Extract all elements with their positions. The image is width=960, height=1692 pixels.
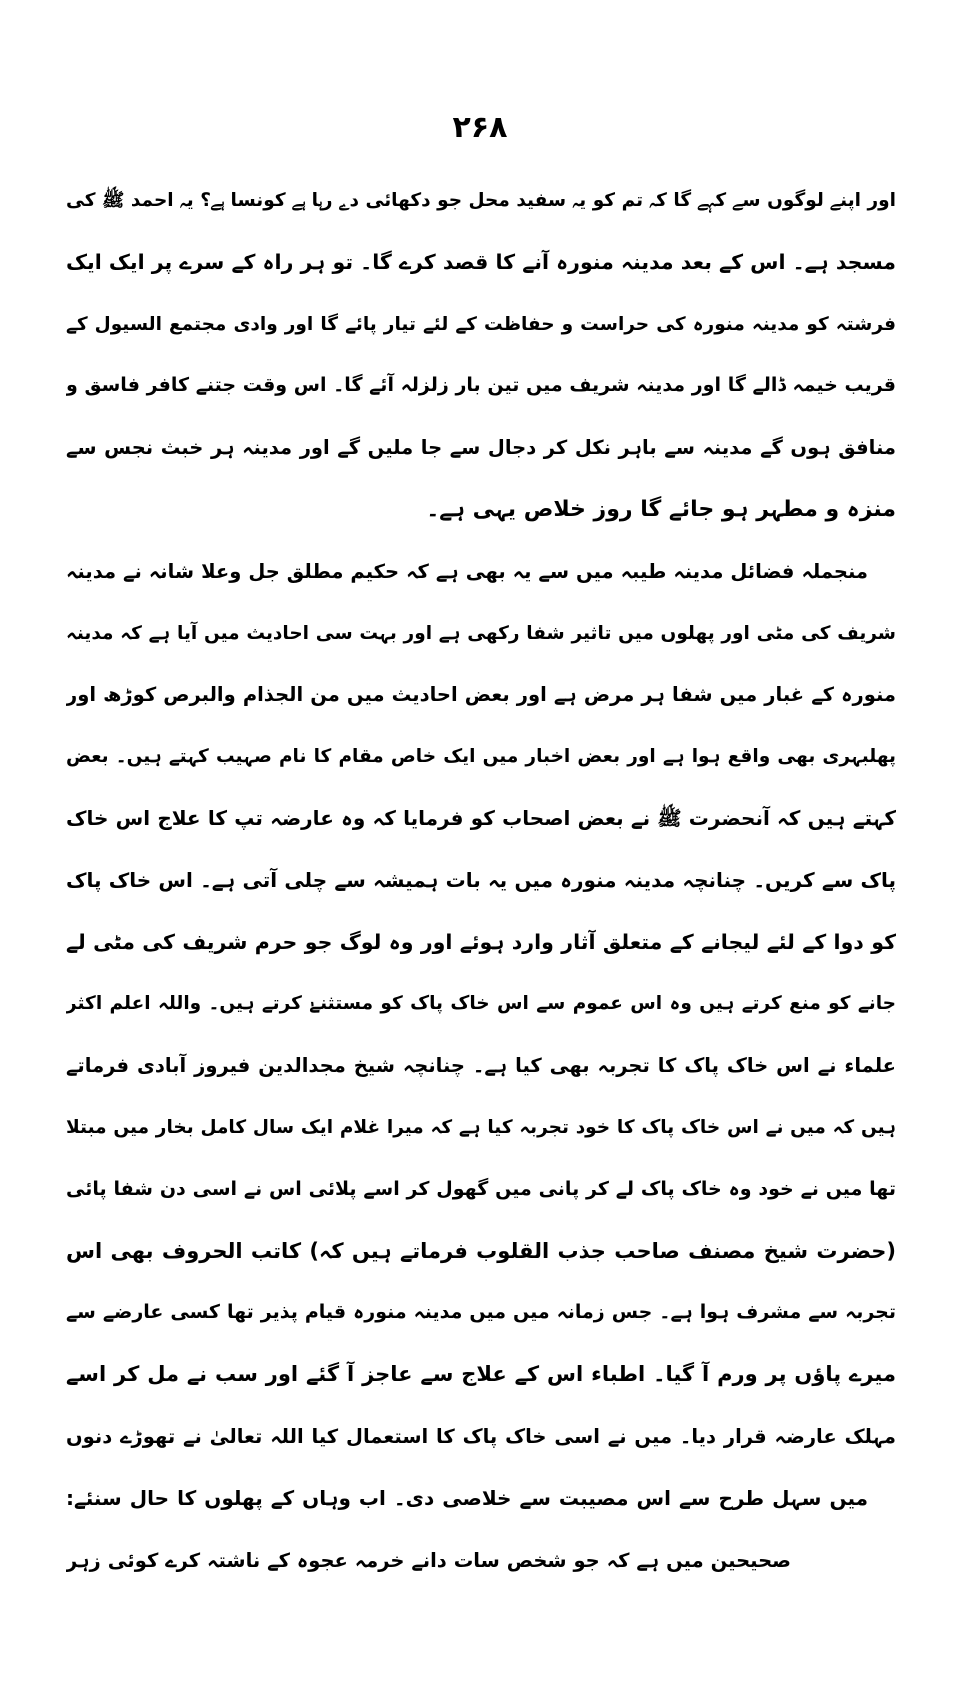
text-line: جانے کو منع کرتے ہیں وہ اس عموم سے اس خاک پاک کو مستثنےٰ کرتے ہیں۔ واللہ اعلم اکثر [66, 993, 896, 1015]
text-line: پھلبہری بھی واقع ہوا ہے اور بعض اخبار میں ایک خاص مقام کا نام صہیب کہتے ہیں۔ بعض [66, 746, 896, 768]
text-line: منورہ کے غبار میں شفا ہر مرض ہے اور بعض احادیث میں من الجذام والبرص کوڑھ اور [66, 683, 896, 707]
text-line: تجربہ سے مشرف ہوا ہے۔ جس زمانہ میں میں مدینہ منورہ قیام پذیر تھا کسی عارضے سے [66, 1301, 896, 1324]
text-line: قریب خیمہ ڈالے گا اور مدینہ شریف میں تین بار زلزلہ آئے گا۔ اس وقت جتنے کافر فاسق و [66, 374, 896, 397]
text-line: کو دوا کے لئے لیجانے کے متعلق آثار وارد ہوئے اور وہ لوگ جو حرم شریف کی مٹی لے [66, 929, 896, 954]
text-line: تھا میں نے خود وہ خاک پاک لے کر پانی میں گھول کر اسے پلائی اس نے اسی دن شفا پائی [66, 1177, 896, 1200]
text-line: علماء نے اس خاک پاک کا تجربہ بھی کیا ہے۔ چنانچہ شیخ مجدالدین فیروز آبادی فرماتے [66, 1054, 896, 1078]
text-line: منزہ و مطہر ہو جائے گا روز خلاص یہی ہے۔ [426, 496, 896, 522]
page-body-text [66, 170, 896, 1591]
text-line: کہتے ہیں کہ آنحضرت ﷺ نے بعض اصحاب کو فرمایا کہ وہ عارضہ تپ کا علاج اس خاک [66, 805, 896, 830]
text-line: صحیحین میں ہے کہ جو شخص سات دانے خرمہ عجوہ کے ناشتہ کرے کوئی زہر [66, 1548, 791, 1572]
text-line: مسجد ہے۔ اس کے بعد مدینہ منورہ آنے کا قصد کرے گا۔ تو ہر راہ کے سرے پر ایک ایک [66, 249, 896, 274]
text-line: منافق ہوں گے مدینہ سے باہر نکل کر دجال سے جا ملیں گے اور مدینہ ہر خبث نجس سے [66, 436, 896, 460]
text-line: ہیں کہ میں نے اس خاک پاک کا خود تجربہ کیا ہے کہ میرا غلام ایک سال کامل بخار میں مبتلا [66, 1116, 896, 1138]
text-line: پاک سے کریں۔ چنانچہ مدینہ منورہ میں یہ بات ہمیشہ سے چلی آتی ہے۔ اس خاک پاک [66, 867, 896, 892]
text-line: اور اپنے لوگوں سے کہے گا کہ تم کو یہ سفید محل جو دکھائی دے رہا ہے کونسا ہے؟ یہ احمد ﷺ کی [66, 190, 896, 211]
text-line: فرشتہ کو مدینہ منورہ کی حراست و حفاظت کے لئے تیار پائے گا اور وادی مجتمع السیول کے [66, 313, 896, 335]
text-line: منجملہ فضائل مدینہ طیبہ میں سے یہ بھی ہے کہ حکیم مطلق جل وعلا شانہ نے مدینہ [66, 559, 868, 583]
text-line: میں سہل طرح سے اس مصیبت سے خلاصی دی۔ اب وہاں کے پھلوں کا حال سنئے: [66, 1485, 868, 1510]
text-line: (حضرت شیخ مصنف صاحب جذب القلوب فرماتے ہیں کہ) کاتب الحروف بھی اس [66, 1238, 896, 1263]
text-line: شریف کی مٹی اور پھلوں میں تاثیر شفا رکھی ہے اور بہت سی احادیث میں آیا ہے کہ مدینہ [66, 622, 896, 644]
page-number: ۲۶۸ [452, 110, 508, 145]
text-line: میرے پاؤں پر ورم آ گیا۔ اطباء اس کے علاج سے عاجز آ گئے اور سب نے مل کر اسے [66, 1362, 896, 1387]
text-line: مہلک عارضہ قرار دیا۔ میں نے اسی خاک پاک کا استعمال کیا اللہ تعالیٰ نے تھوڑے دنوں [66, 1424, 896, 1448]
